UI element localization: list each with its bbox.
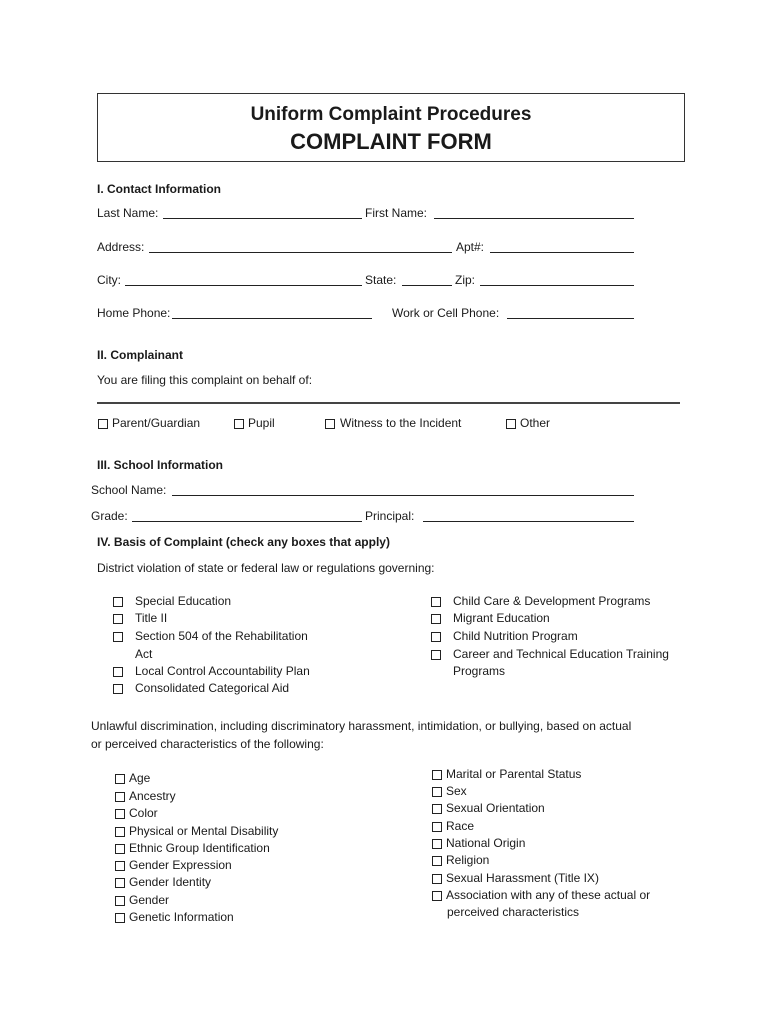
grade-label: Grade: xyxy=(91,509,128,523)
principal-label: Principal: xyxy=(365,509,415,523)
checkbox[interactable] xyxy=(115,896,125,906)
principal-field[interactable] xyxy=(423,521,634,522)
checkbox[interactable] xyxy=(113,597,123,607)
checkbox[interactable] xyxy=(115,913,125,923)
checkbox[interactable] xyxy=(115,792,125,802)
option-marital-status[interactable]: Marital or Parental Status xyxy=(432,767,632,782)
option-religion[interactable]: Religion xyxy=(432,853,632,868)
checkbox[interactable] xyxy=(432,804,442,814)
title-box xyxy=(97,93,685,162)
checkbox[interactable] xyxy=(113,684,123,694)
checkbox[interactable] xyxy=(431,614,441,624)
complainant-divider xyxy=(97,402,680,404)
section-504-continued: Act xyxy=(135,647,153,661)
option-gender-identity[interactable]: Gender Identity xyxy=(115,875,295,890)
option-other[interactable]: Other xyxy=(506,416,566,431)
address-label: Address: xyxy=(97,240,145,254)
grade-field[interactable] xyxy=(132,521,362,522)
state-label: State: xyxy=(365,273,397,287)
career-technical-continued: Programs xyxy=(453,664,506,678)
option-career-technical[interactable]: Career and Technical Education Training xyxy=(431,647,681,662)
last-name-label: Last Name: xyxy=(97,206,159,220)
option-section-504[interactable]: Section 504 of the Rehabilitation xyxy=(113,629,333,644)
home-phone-field[interactable] xyxy=(172,318,372,319)
school-name-field[interactable] xyxy=(172,495,634,496)
checkbox[interactable] xyxy=(234,419,244,429)
contact-heading: I. Contact Information xyxy=(97,182,221,196)
option-gender-expression[interactable]: Gender Expression xyxy=(115,858,295,873)
city-label: City: xyxy=(97,273,121,287)
option-sexual-orientation[interactable]: Sexual Orientation xyxy=(432,801,632,816)
checkbox[interactable] xyxy=(432,770,442,780)
option-gender[interactable]: Gender xyxy=(115,893,295,908)
form-title: Uniform Complaint Procedures xyxy=(250,104,532,125)
apt-label: Apt#: xyxy=(456,240,485,254)
option-parent-guardian[interactable]: Parent/Guardian xyxy=(98,416,218,431)
state-field[interactable] xyxy=(402,285,452,286)
option-genetic-information[interactable]: Genetic Information xyxy=(115,910,295,925)
checkbox[interactable] xyxy=(432,839,442,849)
checkbox[interactable] xyxy=(113,614,123,624)
work-phone-field[interactable] xyxy=(507,318,634,319)
checkbox[interactable] xyxy=(115,827,125,837)
zip-label: Zip: xyxy=(455,273,476,287)
checkbox[interactable] xyxy=(432,891,442,901)
home-phone-label: Home Phone: xyxy=(97,306,171,320)
form-subtitle: COMPLAINT FORM xyxy=(290,129,492,154)
school-heading: III. School Information xyxy=(97,458,223,472)
complainant-prompt: You are filing this complaint on behalf of: xyxy=(97,373,313,387)
first-name-field[interactable] xyxy=(434,218,634,219)
checkbox[interactable] xyxy=(432,822,442,832)
checkbox[interactable] xyxy=(431,650,441,660)
checkbox[interactable] xyxy=(113,632,123,642)
work-phone-label: Work or Cell Phone: xyxy=(392,306,500,320)
option-national-origin[interactable]: National Origin xyxy=(432,836,632,851)
checkbox[interactable] xyxy=(115,774,125,784)
checkbox[interactable] xyxy=(115,861,125,871)
option-lcap[interactable]: Local Control Accountability Plan xyxy=(113,664,333,679)
option-sexual-harassment[interactable]: Sexual Harassment (Title IX) xyxy=(432,871,632,886)
checkbox[interactable] xyxy=(115,878,125,888)
checkbox[interactable] xyxy=(98,419,108,429)
option-pupil[interactable]: Pupil xyxy=(234,416,294,431)
checkbox[interactable] xyxy=(432,874,442,884)
discrimination-intro-2: or perceived characteristics of the following: xyxy=(91,737,324,751)
option-ethnic-group[interactable]: Ethnic Group Identification xyxy=(115,841,295,856)
checkbox[interactable] xyxy=(113,667,123,677)
first-name-label: First Name: xyxy=(365,206,428,220)
basis-heading: IV. Basis of Complaint (check any boxes that apply) xyxy=(97,535,390,549)
option-migrant-education[interactable]: Migrant Education xyxy=(431,611,661,626)
last-name-field[interactable] xyxy=(163,218,362,219)
school-name-label: School Name: xyxy=(91,483,167,497)
option-special-education[interactable]: Special Education xyxy=(113,594,313,609)
option-age[interactable]: Age xyxy=(115,771,295,786)
basis-intro: District violation of state or federal law or regulations governing: xyxy=(97,561,435,575)
option-sex[interactable]: Sex xyxy=(432,784,632,799)
city-field[interactable] xyxy=(125,285,362,286)
option-association[interactable]: Association with any of these actual or xyxy=(432,888,672,903)
option-ancestry[interactable]: Ancestry xyxy=(115,789,295,804)
option-disability[interactable]: Physical or Mental Disability xyxy=(115,824,295,839)
option-title-ii[interactable]: Title II xyxy=(113,611,313,626)
option-consolidated-aid[interactable]: Consolidated Categorical Aid xyxy=(113,681,333,696)
checkbox[interactable] xyxy=(115,844,125,854)
apt-field[interactable] xyxy=(490,252,634,253)
complainant-heading: II. Complainant xyxy=(97,348,184,362)
address-field[interactable] xyxy=(149,252,452,253)
checkbox[interactable] xyxy=(325,419,335,429)
option-witness[interactable]: Witness to the Incident xyxy=(325,416,475,431)
option-color[interactable]: Color xyxy=(115,806,295,821)
checkbox[interactable] xyxy=(115,809,125,819)
zip-field[interactable] xyxy=(480,285,634,286)
option-race[interactable]: Race xyxy=(432,819,632,834)
checkbox[interactable] xyxy=(432,856,442,866)
checkbox[interactable] xyxy=(506,419,516,429)
checkbox[interactable] xyxy=(431,632,441,642)
checkbox[interactable] xyxy=(432,787,442,797)
association-continued: perceived characteristics xyxy=(447,905,580,919)
discrimination-intro-1: Unlawful discrimination, including discriminatory harassment, intimidation, or bullying, based on actual xyxy=(91,719,632,733)
option-child-nutrition[interactable]: Child Nutrition Program xyxy=(431,629,661,644)
option-child-care[interactable]: Child Care & Development Programs xyxy=(431,594,661,609)
checkbox[interactable] xyxy=(431,597,441,607)
